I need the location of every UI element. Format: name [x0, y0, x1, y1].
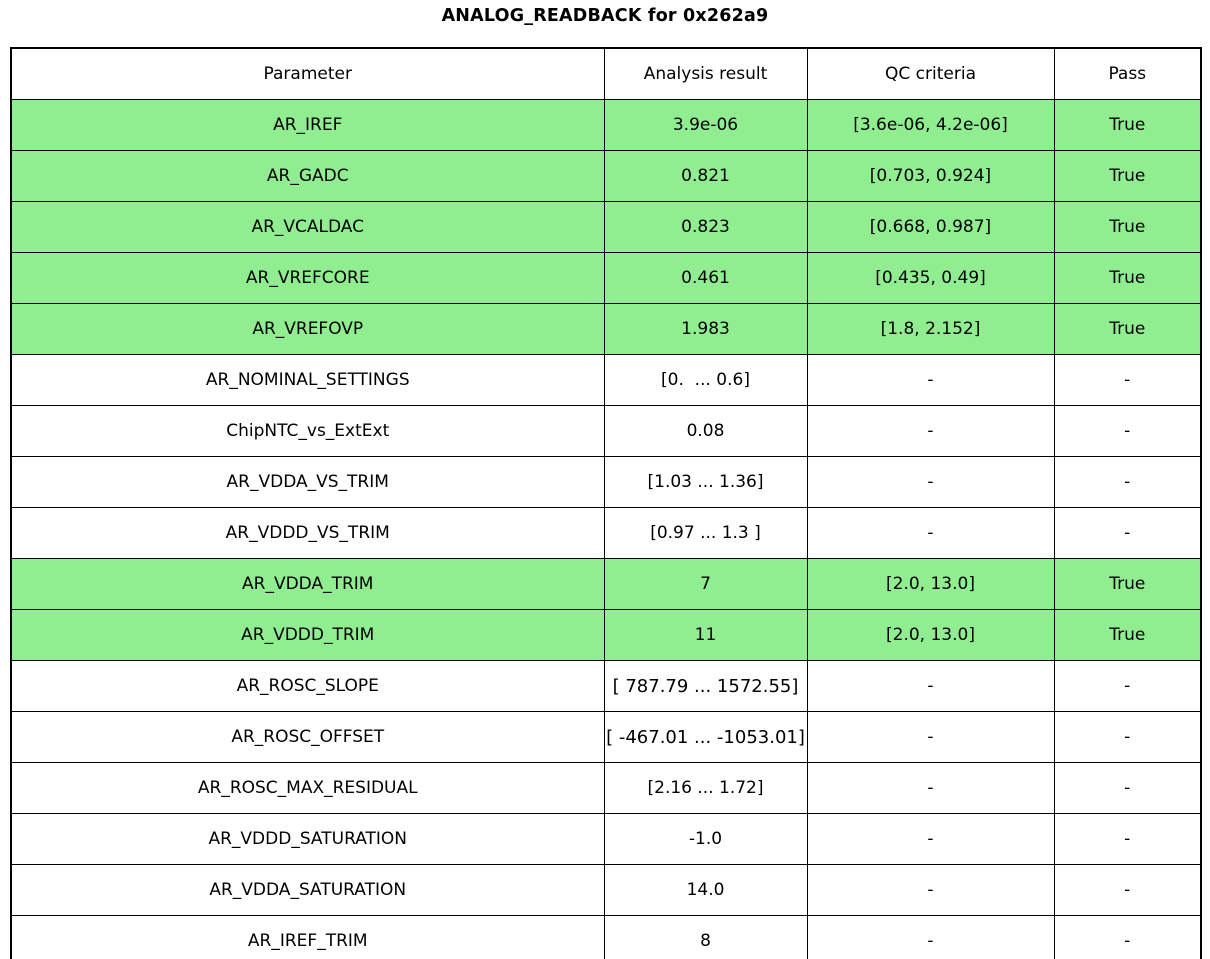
analysis-result-cell-value: 11 — [694, 625, 717, 645]
parameter-cell — [11, 151, 604, 202]
analysis-result-cell-value: 0.461 — [681, 268, 730, 288]
analysis-result-cell — [604, 814, 807, 865]
parameter-cell — [11, 202, 604, 253]
analysis-result-cell — [604, 406, 807, 457]
parameter-cell-value: AR_IREF_TRIM — [247, 931, 368, 951]
analysis-result-cell-value: [1.03 ... 1.36] — [647, 472, 764, 492]
pass-cell-value: - — [1124, 727, 1131, 747]
table-body — [11, 100, 1201, 959]
parameter-cell — [11, 559, 604, 610]
qc-criteria-cell-value: [2.0, 13.0] — [886, 574, 975, 594]
analysis-result-cell — [604, 712, 807, 763]
pass-cell-value: - — [1124, 880, 1131, 900]
analysis-result-cell-value: [0. ... 0.6] — [661, 370, 750, 390]
parameter-cell — [11, 100, 604, 151]
qc-criteria-cell-value: - — [927, 880, 934, 900]
pass-cell-value: True — [1109, 217, 1146, 237]
pass-cell — [1054, 610, 1201, 661]
qc-criteria-cell-value: - — [927, 370, 934, 390]
pass-cell-value: - — [1124, 829, 1131, 849]
qc-criteria-cell — [807, 253, 1054, 304]
header-row — [11, 48, 1201, 100]
qc-criteria-cell — [807, 661, 1054, 712]
analysis-result-cell-value: 0.821 — [681, 166, 730, 186]
analysis-result-cell-value: [2.16 ... 1.72] — [647, 778, 764, 798]
pass-cell — [1054, 151, 1201, 202]
qc-criteria-cell — [807, 559, 1054, 610]
readback-table — [10, 47, 1202, 959]
column-header-parameter: Parameter — [11, 48, 604, 100]
parameter-cell — [11, 814, 604, 865]
parameter-cell-value: AR_VREFCORE — [245, 268, 370, 288]
analysis-result-cell-value: [0.97 ... 1.3 ] — [650, 523, 761, 543]
pass-cell — [1054, 406, 1201, 457]
pass-cell — [1054, 457, 1201, 508]
analysis-result-cell — [604, 508, 807, 559]
table-row — [11, 661, 1201, 712]
parameter-cell — [11, 865, 604, 916]
qc-criteria-cell-value: [1.8, 2.152] — [880, 319, 981, 339]
qc-criteria-cell-value: - — [927, 727, 934, 747]
table-row — [11, 610, 1201, 661]
analysis-result-cell — [604, 763, 807, 814]
analysis-result-cell-value: [ -467.01 ... -1053.01] — [606, 726, 805, 748]
qc-criteria-cell-value: - — [927, 421, 934, 441]
qc-criteria-cell — [807, 508, 1054, 559]
analysis-result-cell — [604, 355, 807, 406]
table-row — [11, 304, 1201, 355]
pass-cell — [1054, 508, 1201, 559]
parameter-cell — [11, 304, 604, 355]
pass-cell-value: - — [1124, 523, 1131, 543]
parameter-cell-value: ChipNTC_vs_ExtExt — [226, 421, 390, 441]
qc-criteria-cell-value: [0.435, 0.49] — [875, 268, 986, 288]
pass-cell-value: True — [1109, 115, 1146, 135]
qc-criteria-cell — [807, 304, 1054, 355]
table-row — [11, 559, 1201, 610]
parameter-cell-value: AR_ROSC_SLOPE — [236, 676, 379, 696]
table-row — [11, 253, 1201, 304]
parameter-cell — [11, 916, 604, 959]
table-row — [11, 151, 1201, 202]
page-title: ANALOG_READBACK for 0x262a9 — [441, 6, 769, 26]
qc-criteria-cell-value: [0.668, 0.987] — [869, 217, 992, 237]
table-row — [11, 814, 1201, 865]
table-row — [11, 202, 1201, 253]
table-row — [11, 457, 1201, 508]
qc-criteria-cell-value: - — [927, 778, 934, 798]
analysis-result-cell-value: 8 — [700, 931, 711, 951]
analysis-result-cell — [604, 457, 807, 508]
table-row — [11, 406, 1201, 457]
parameter-cell — [11, 508, 604, 559]
qc-criteria-cell — [807, 355, 1054, 406]
analysis-result-cell-value: 0.08 — [686, 421, 725, 441]
parameter-cell — [11, 253, 604, 304]
analysis-result-cell — [604, 559, 807, 610]
pass-cell-value: - — [1124, 472, 1131, 492]
analysis-result-cell-value: -1.0 — [688, 829, 723, 849]
qc-criteria-cell-value: - — [927, 931, 934, 951]
pass-cell — [1054, 253, 1201, 304]
parameter-cell — [11, 355, 604, 406]
column-header-pass: Pass — [1054, 48, 1201, 100]
parameter-cell-value: AR_ROSC_MAX_RESIDUAL — [197, 778, 418, 798]
parameter-cell-value: AR_VDDD_SATURATION — [208, 829, 407, 849]
qc-criteria-cell-value: - — [927, 676, 934, 696]
pass-cell-value: True — [1109, 268, 1146, 288]
analysis-result-cell-value: [ 787.79 ... 1572.55] — [612, 675, 799, 697]
pass-cell-value: True — [1109, 574, 1146, 594]
parameter-cell-value: AR_NOMINAL_SETTINGS — [205, 370, 410, 390]
table-row — [11, 712, 1201, 763]
qc-criteria-cell — [807, 865, 1054, 916]
analysis-result-cell — [604, 304, 807, 355]
analysis-result-cell-value: 3.9e-06 — [672, 115, 739, 135]
column-header-analysis-result: Analysis result — [604, 48, 807, 100]
pass-cell — [1054, 355, 1201, 406]
table-row — [11, 508, 1201, 559]
parameter-cell-value: AR_VDDA_SATURATION — [209, 880, 407, 900]
pass-cell-value: - — [1124, 931, 1131, 951]
qc-criteria-cell — [807, 457, 1054, 508]
table-row — [11, 355, 1201, 406]
analysis-result-cell — [604, 661, 807, 712]
qc-criteria-cell — [807, 814, 1054, 865]
parameter-cell-value: AR_IREF — [273, 115, 343, 135]
analysis-result-cell — [604, 202, 807, 253]
analysis-result-cell-value: 7 — [700, 574, 711, 594]
parameter-cell — [11, 457, 604, 508]
pass-cell — [1054, 712, 1201, 763]
parameter-cell-value: AR_VDDD_TRIM — [241, 625, 375, 645]
column-header-qc-criteria: QC criteria — [807, 48, 1054, 100]
table-row — [11, 763, 1201, 814]
qc-criteria-cell — [807, 406, 1054, 457]
pass-cell-value: - — [1124, 421, 1131, 441]
pass-cell-value: True — [1109, 319, 1146, 339]
pass-cell-value: - — [1124, 370, 1131, 390]
qc-criteria-cell-value: [2.0, 13.0] — [886, 625, 975, 645]
analysis-result-cell — [604, 253, 807, 304]
parameter-cell-value: AR_VDDD_VS_TRIM — [225, 523, 390, 543]
qc-criteria-cell — [807, 712, 1054, 763]
qc-criteria-cell-value: - — [927, 829, 934, 849]
parameter-cell-value: AR_GADC — [266, 166, 349, 186]
parameter-cell — [11, 406, 604, 457]
qc-criteria-cell-value: - — [927, 523, 934, 543]
parameter-cell-value: AR_VREFOVP — [252, 319, 364, 339]
table-header — [11, 48, 1201, 100]
pass-cell-value: - — [1124, 778, 1131, 798]
qc-criteria-cell — [807, 916, 1054, 959]
pass-cell — [1054, 814, 1201, 865]
qc-criteria-cell — [807, 763, 1054, 814]
pass-cell — [1054, 559, 1201, 610]
analysis-result-cell — [604, 151, 807, 202]
parameter-cell-value: AR_VDDA_TRIM — [242, 574, 374, 594]
analysis-result-cell — [604, 100, 807, 151]
qc-criteria-cell — [807, 100, 1054, 151]
parameter-cell-value: AR_VCALDAC — [251, 217, 365, 237]
analysis-result-cell-value: 0.823 — [681, 217, 730, 237]
pass-cell — [1054, 763, 1201, 814]
pass-cell — [1054, 865, 1201, 916]
parameter-cell-value: AR_VDDA_VS_TRIM — [226, 472, 389, 492]
parameter-cell — [11, 610, 604, 661]
qc-criteria-cell-value: [3.6e-06, 4.2e-06] — [853, 115, 1008, 135]
analysis-result-cell — [604, 865, 807, 916]
pass-cell — [1054, 916, 1201, 959]
parameter-cell — [11, 763, 604, 814]
table-row — [11, 865, 1201, 916]
parameter-cell — [11, 661, 604, 712]
analysis-result-cell-value: 1.983 — [681, 319, 730, 339]
pass-cell — [1054, 304, 1201, 355]
pass-cell — [1054, 202, 1201, 253]
pass-cell-value: True — [1109, 625, 1146, 645]
qc-criteria-cell-value: [0.703, 0.924] — [869, 166, 992, 186]
table-row — [11, 916, 1201, 959]
qc-criteria-cell — [807, 202, 1054, 253]
pass-cell-value: True — [1109, 166, 1146, 186]
pass-cell — [1054, 661, 1201, 712]
qc-criteria-cell — [807, 151, 1054, 202]
qc-criteria-cell — [807, 610, 1054, 661]
table-row — [11, 100, 1201, 151]
analysis-result-cell — [604, 610, 807, 661]
analysis-result-cell — [604, 916, 807, 959]
qc-criteria-cell-value: - — [927, 472, 934, 492]
parameter-cell-value: AR_ROSC_OFFSET — [231, 727, 385, 747]
analysis-result-cell-value: 14.0 — [686, 880, 725, 900]
pass-cell-value: - — [1124, 676, 1131, 696]
pass-cell — [1054, 100, 1201, 151]
parameter-cell — [11, 712, 604, 763]
